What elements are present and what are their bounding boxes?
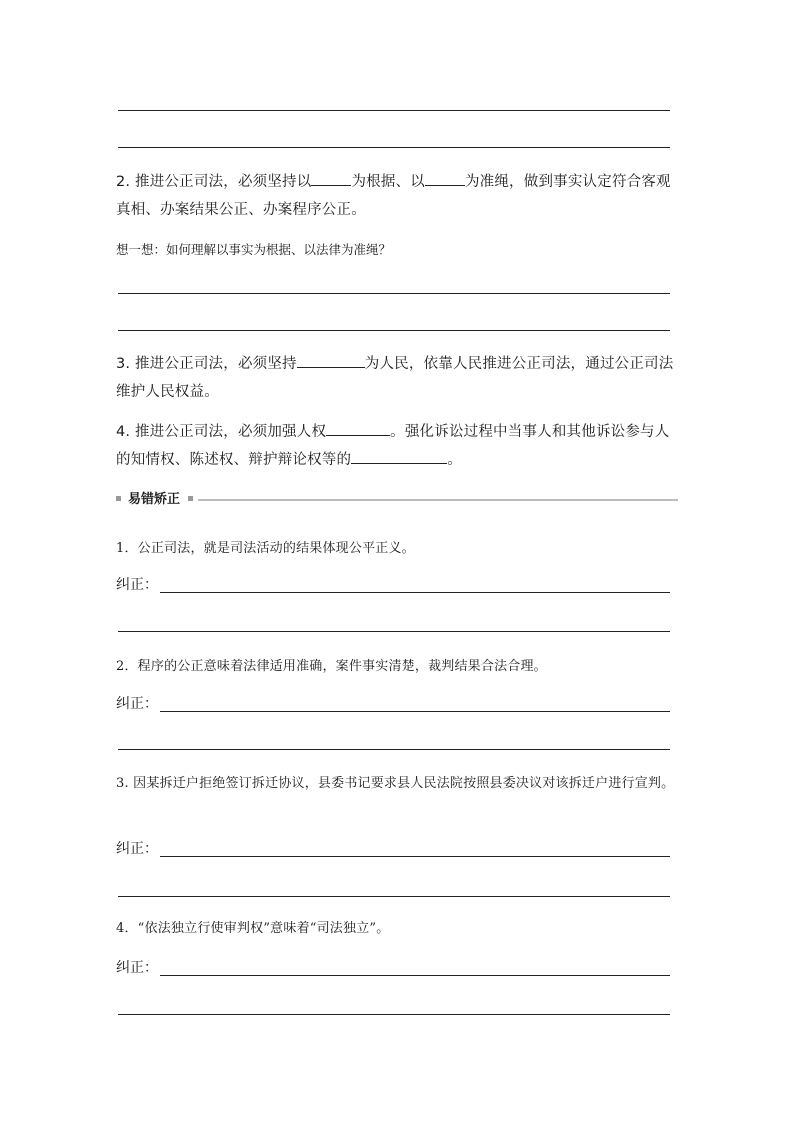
question-text: 为人民，依靠人民推进公正司法，通过公正司法维护人民权益。 <box>116 356 674 400</box>
square-bullet-icon <box>116 496 121 501</box>
question-text: 4. 推进公正司法，必须加强人权 <box>116 424 327 440</box>
answer-line[interactable] <box>118 631 670 632</box>
correction-row <box>116 574 676 594</box>
answer-line[interactable] <box>118 896 670 897</box>
fill-question-3 <box>116 350 682 406</box>
answer-line[interactable] <box>118 330 670 331</box>
fill-blank[interactable] <box>351 449 447 464</box>
correction-line[interactable] <box>160 711 670 712</box>
section-title: 易错矫正 <box>128 492 181 507</box>
question-text: 3. 推进公正司法，必须坚持 <box>116 356 297 372</box>
correction-row <box>116 957 676 977</box>
answer-line[interactable] <box>118 749 670 750</box>
correction-line[interactable] <box>160 592 670 593</box>
correction-row <box>116 838 676 858</box>
error-statement-3: 3. 因某拆迁户拒绝签订拆迁协议，县委书记要求县人民法院按照县委决议对该拆迁户进行宣判。 <box>116 776 675 791</box>
fill-blank[interactable] <box>425 171 465 186</box>
section-divider <box>198 499 678 501</box>
correction-label: 纠正： <box>116 960 158 976</box>
error-statement-2: 2．程序的公正意味着法律适用准确，案件事实清楚，裁判结果合法合理。 <box>116 659 547 674</box>
fill-question-4 <box>116 418 682 474</box>
correction-label: 纠正： <box>116 577 158 593</box>
correction-label: 纠正： <box>116 696 158 712</box>
think-prompt: 想一想：如何理解以事实为根据、以法律为准绳？ <box>116 242 392 257</box>
answer-line[interactable] <box>118 293 670 294</box>
question-text: 。强化诉讼过程中当事人和其他诉讼参与人的知情权、陈述权、辩护辩论权等的 <box>116 424 670 468</box>
correction-label: 纠正： <box>116 841 158 857</box>
question-text: 。 <box>447 452 462 468</box>
question-text: 2. 推进公正司法，必须坚持以 <box>116 174 312 190</box>
fill-blank[interactable] <box>326 421 390 436</box>
answer-line[interactable] <box>118 147 670 148</box>
correction-row <box>116 693 676 713</box>
answer-line[interactable] <box>118 1014 670 1015</box>
correction-line[interactable] <box>160 975 670 976</box>
error-statement-1: 1．公正司法，就是司法活动的结果体现公平正义。 <box>116 541 415 556</box>
fill-blank[interactable] <box>297 353 365 368</box>
answer-line[interactable] <box>118 110 670 111</box>
question-text: 为准绳，做到事实认定符合客观真相、办案结果公正、办案程序公正。 <box>116 174 671 218</box>
fill-question-2 <box>116 168 682 224</box>
correction-line[interactable] <box>160 856 670 857</box>
question-text: 为根据、以 <box>351 174 425 190</box>
section-header <box>116 490 678 510</box>
square-bullet-icon <box>188 496 193 501</box>
error-statement-4: 4．“依法独立行使审判权”意味着“司法独立”。 <box>116 921 390 936</box>
fill-blank[interactable] <box>311 171 351 186</box>
